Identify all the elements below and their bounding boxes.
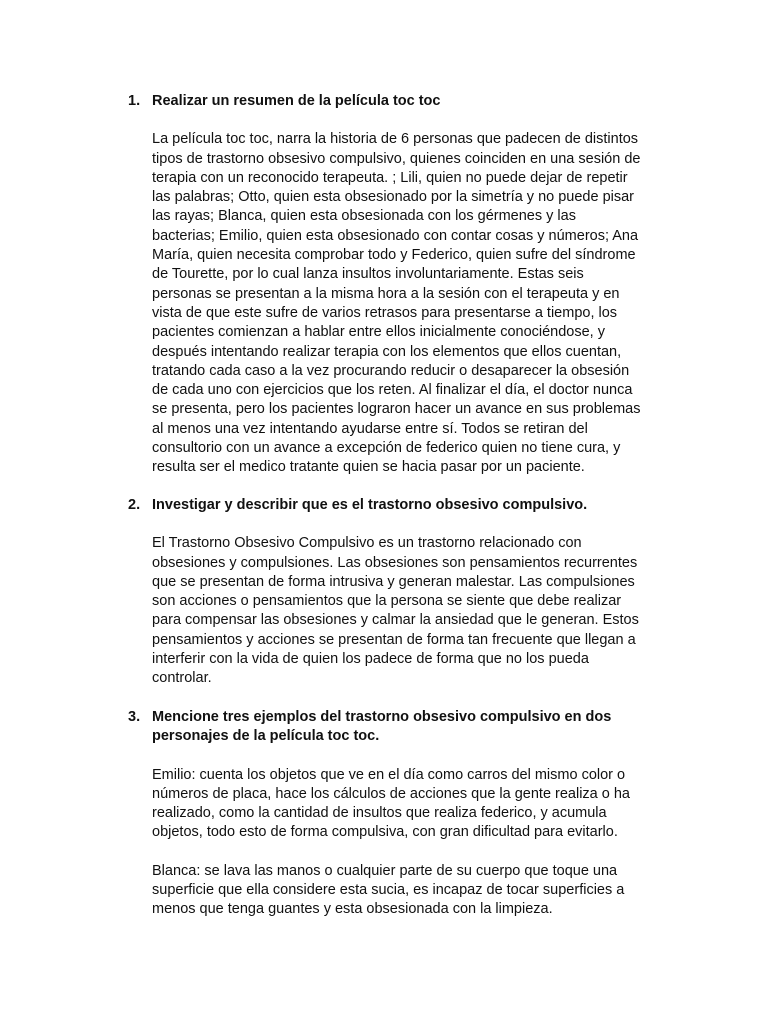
answer-paragraph: La película toc toc, narra la historia de 6 personas que padecen de distintos tipos de trastorno obsesivo compulsivo, quienes coinciden en una sesión de terapia con un reconocido terapeuta. ; Lili, quien no puede dejar de repetir las palabras; Otto, quien esta obsesionado por la simetría y no puede pisar las rayas; Blanca, quien esta obsesionada con los gérmenes y las bacterias; Emilio, quien esta obsesionado con contar cosas y números; Ana María, quien necesita comprobar todo y Federico, quien sufre del síndrome de Tourette, por lo cual lanza insultos involuntariamente. Estas seis personas se presentan a la misma hora a la sesión con el terapeuta y en vista de que este sufre de varios retrasos para presentarse a tiempo, los pacientes comienzan a hablar entre ellos inicialmente conociéndose, y después intentando realizar terapia con los elementos que ellos cuentan, tratando cada caso a la vez procurando reducir o desaparecer la obsesión de cada uno con ejercicios que los reten. Al finalizar el día, el doctor nunca se presenta, pero los pacientes lograron hacer un avance en sus problemas al menos una vez intentando ayudarse entre sí. Todos se retiran del consultorio con un avance a excepción de federico quien no tiene cura, y resulta ser el medico tratante quien se hacia pasar por un paciente.: [152, 131, 641, 476]
question-number: 3.: [128, 709, 141, 725]
question-1: [128, 92, 668, 478]
answer-paragraph: Blanca: se lava las manos o cualquier parte de su cuerpo que toque una superficie que ella considere esta sucia, es incapaz de tocar superficies a menos que tenga guantes y esta obsesionada con la limpieza.: [152, 862, 625, 918]
question-number: 1.: [128, 93, 141, 109]
question-title: Mencione tres ejemplos del trastorno obsesivo compulsivo en dos personajes de la película toc toc.: [152, 709, 612, 745]
question-2: [128, 496, 668, 689]
answer-paragraph: El Trastorno Obsesivo Compulsivo es un trastorno relacionado con obsesiones y compulsiones. Las obsesiones son pensamientos recurrentes que se presentan de forma intrusiva y generan malestar. Las compulsiones son acciones o pensamientos que la persona se siente que debe realizar para compensar las obsesiones y calmar la ansiedad que le generan. Estos pensamientos y acciones se presentan de forma tan frecuente que llegan a interferir con la vida de quien los padece de forma que no los pueda controlar.: [152, 535, 639, 687]
answer-paragraph: Emilio: cuenta los objetos que ve en el día como carros del mismo color o números de placa, hace los cálculos de acciones que la gente realiza o ha realizado, como la cantidad de insultos que realiza federico, y acumula objetos, todo esto de forma compulsiva, con gran dificultad para evitarlo.: [152, 766, 630, 841]
question-number: 2.: [128, 497, 141, 513]
question-title: Investigar y describir que es el trastorno obsesivo compulsivo.: [152, 497, 588, 513]
question-3: [128, 708, 668, 920]
question-title: Realizar un resumen de la película toc toc: [152, 93, 441, 109]
